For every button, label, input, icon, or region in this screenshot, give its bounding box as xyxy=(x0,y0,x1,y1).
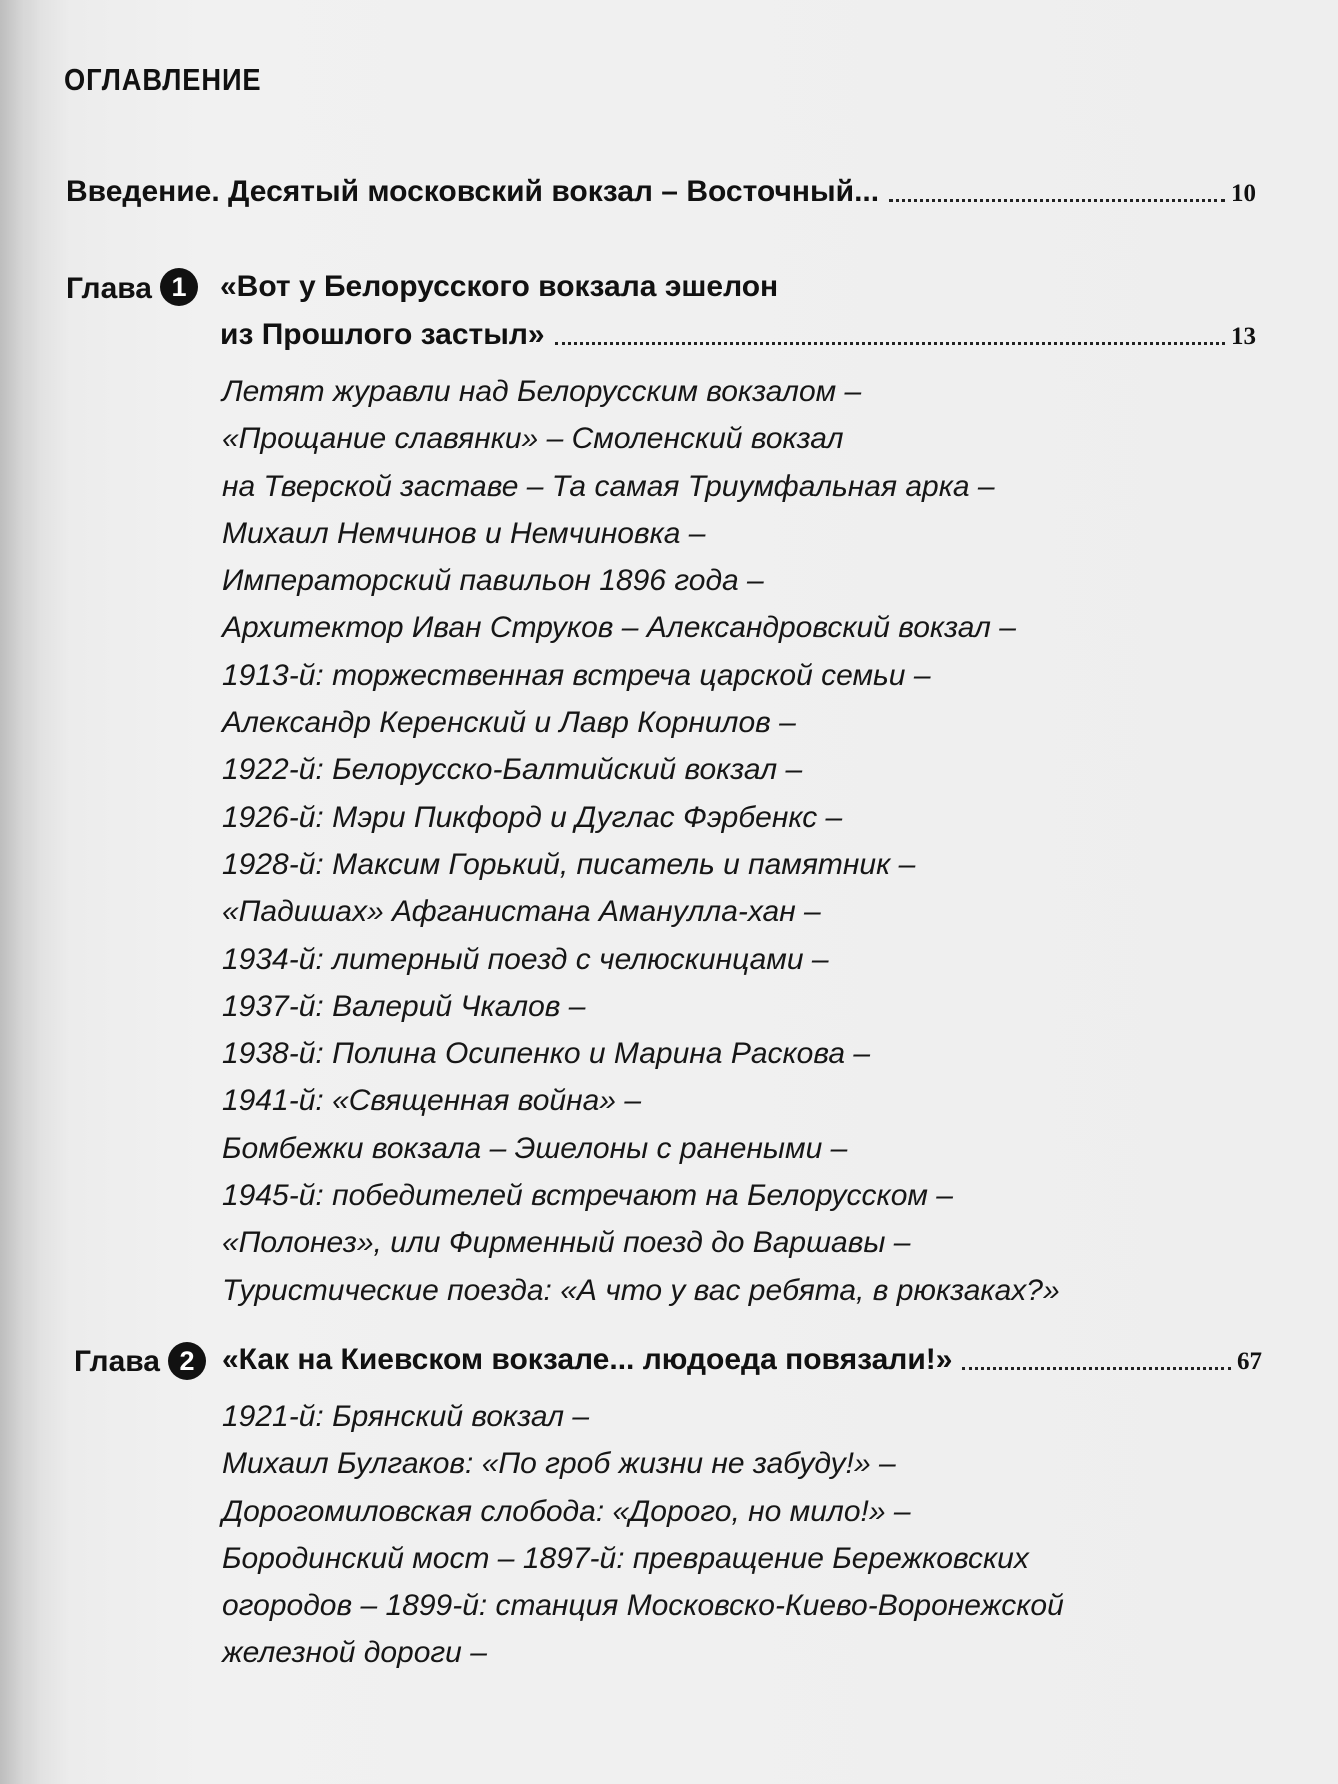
list-item: Летят журавли над Белорусским вокзалом – xyxy=(222,375,862,408)
page-title: ОГЛАВЛЕНИЕ xyxy=(64,62,262,97)
dot-leader xyxy=(889,199,1225,202)
list-item: 1945-й: победителей встречают на Белорусском – xyxy=(222,1179,953,1213)
chapter-2-number-badge: 2 xyxy=(168,1342,206,1380)
list-item: 1941-й: «Священная война» – xyxy=(222,1084,642,1118)
list-item: 1938-й: Полина Осипенко и Марина Раскова – xyxy=(222,1037,871,1071)
list-item: на Тверской заставе – Та самая Триумфальная арка – xyxy=(222,469,995,503)
chapter-2-page-number: 67 xyxy=(1237,1348,1262,1375)
list-item: 1934-й: литерный поезд с челюскинцами – xyxy=(222,942,829,976)
introduction-page-number: 10 xyxy=(1231,180,1256,207)
list-item: Бомбежки вокзала – Эшелоны с ранеными – xyxy=(222,1131,848,1165)
list-item: 1937-й: Валерий Чкалов – xyxy=(222,989,586,1023)
list-item: Туристические поезда: «А что у вас ребята, в рюкзаках?» xyxy=(222,1273,1060,1307)
chapter-1-number-badge: 1 xyxy=(160,268,198,306)
list-item: 1913-й: торжественная встреча царской семьи – xyxy=(222,658,931,692)
list-item: железной дороги – xyxy=(222,1636,487,1670)
list-item: 1926-й: Мэри Пикфорд и Дуглас Фэрбенкс – xyxy=(222,800,843,834)
chapter-2-title: «Как на Киевском вокзале... людоеда повязали!» xyxy=(222,1343,953,1376)
list-item: Михаил Немчинов и Немчиновка – xyxy=(222,516,706,550)
list-item: Бородинский мост – 1897-й: превращение Бережковских xyxy=(222,1541,1029,1575)
list-item: Императорский павильон 1896 года – xyxy=(222,564,764,598)
list-item: «Падишах» Афганистана Аманулла-хан – xyxy=(222,895,821,929)
list-item: 1921-й: Брянский вокзал – xyxy=(222,1400,590,1433)
chapter-1-label: Глава xyxy=(66,272,152,305)
chapter-1-title-line-2: из Прошлого застыл» xyxy=(220,318,545,351)
list-item: Архитектор Иван Струков – Александровский вокзал – xyxy=(222,611,1016,645)
toc-entry-introduction xyxy=(66,175,1256,209)
chapter-1-topics xyxy=(222,368,1060,1314)
list-item: огородов – 1899-й: станция Московско-Киево-Воронежской xyxy=(222,1589,1064,1623)
chapter-2-label: Глава xyxy=(74,1345,160,1378)
list-item: 1922-й: Белорусско-Балтийский вокзал – xyxy=(222,753,803,787)
list-item: Александр Керенский и Лавр Корнилов – xyxy=(222,706,796,740)
list-item: 1928-й: Максим Горький, писатель и памятник – xyxy=(222,847,916,881)
list-item: «Прощание славянки» – Смоленский вокзал xyxy=(222,422,844,456)
list-item: Михаил Булгаков: «По гроб жизни не забуду!» – xyxy=(222,1447,896,1481)
list-item: «Полонез», или Фирменный поезд до Варшавы – xyxy=(222,1226,911,1260)
chapter-2-topics xyxy=(222,1393,1064,1677)
dot-leader xyxy=(962,1367,1231,1370)
chapter-1-page-number: 13 xyxy=(1231,323,1256,350)
chapter-2-title-row xyxy=(222,1343,1262,1377)
chapter-1-title-row-2 xyxy=(220,318,1256,352)
page-binding-shadow xyxy=(0,0,40,1784)
dot-leader xyxy=(555,342,1225,345)
chapter-1-title-line-1: «Вот у Белорусского вокзала эшелон xyxy=(220,270,779,303)
list-item: Дорогомиловская слобода: «Дорого, но мило!» – xyxy=(222,1494,911,1528)
introduction-title: Введение. Десятый московский вокзал – Восточный... xyxy=(66,175,880,208)
